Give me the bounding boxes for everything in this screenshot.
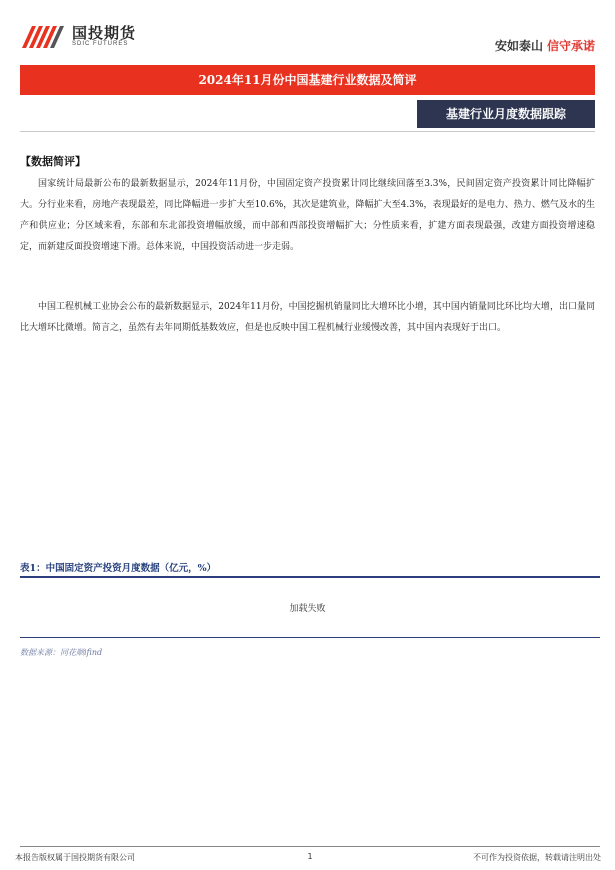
footer-divider — [20, 846, 600, 847]
footer-disclaimer: 不可作为投资依据，转载请注明出处 — [473, 853, 601, 862]
page-number: 1 — [307, 852, 313, 861]
table-bottom-rule — [20, 637, 600, 638]
logo-mark-icon — [20, 22, 64, 50]
slogan — [495, 37, 595, 54]
slogan-part-2: 信守承诺 — [546, 39, 595, 53]
logo-text-en: SDIC FUTURES — [72, 41, 129, 47]
header-divider — [20, 131, 595, 132]
report-title-banner: 2024年11月份中国基建行业数据及简评 — [20, 65, 595, 95]
commentary-paragraph-2: 中国工程机械工业协会公布的最新数据显示，2024年11月份，中国挖掘机销量同比大增环比小增，其中国内销量同比环比均大增，出口量同比大增环比微增。简言之，虽然有去年同期低基数效应，但是也反映中国工程机械行业缓慢改善，其中国内表现好于出口。 — [20, 302, 595, 333]
commentary-paragraph-1: 国家统计局最新公布的最新数据显示，2024年11月份，中国固定资产投资累计同比继续回落至3.3%，民间固定资产投资累计同比降幅扩大。分行业来看，房地产表现最差，同比降幅进一步扩大至10.6%，其次是建筑业，降幅扩大至4.3%，表现最好的是电力、热力、燃气及水的生产和供应业；分区域来看，东部和东北部投资增幅放缓，而中部和西部投资增幅扩大；分性质来看，扩建方面表现最强，改建方面投资增速稳定，而新建反面投资增速下滑。总体来说，中国投资活动进一步走弱。 — [20, 179, 595, 252]
footer-copyright: 本报告版权属于国投期货有限公司 — [15, 853, 135, 862]
section-tag: 基建行业月度数据跟踪 — [417, 100, 595, 128]
data-source-note: 数据来源：同花顺ifind — [20, 648, 103, 657]
table-title: 表1：中国固定资产投资月度数据（亿元，%） — [20, 563, 217, 574]
commentary-heading: 【数据简评】 — [20, 155, 86, 168]
table-load-status: 加载失败 — [289, 604, 326, 614]
logo-text-cn: 国投期货 — [72, 24, 137, 42]
table-top-rule — [20, 576, 600, 578]
company-logo — [20, 20, 150, 52]
slogan-part-1: 安如泰山 — [494, 39, 543, 53]
